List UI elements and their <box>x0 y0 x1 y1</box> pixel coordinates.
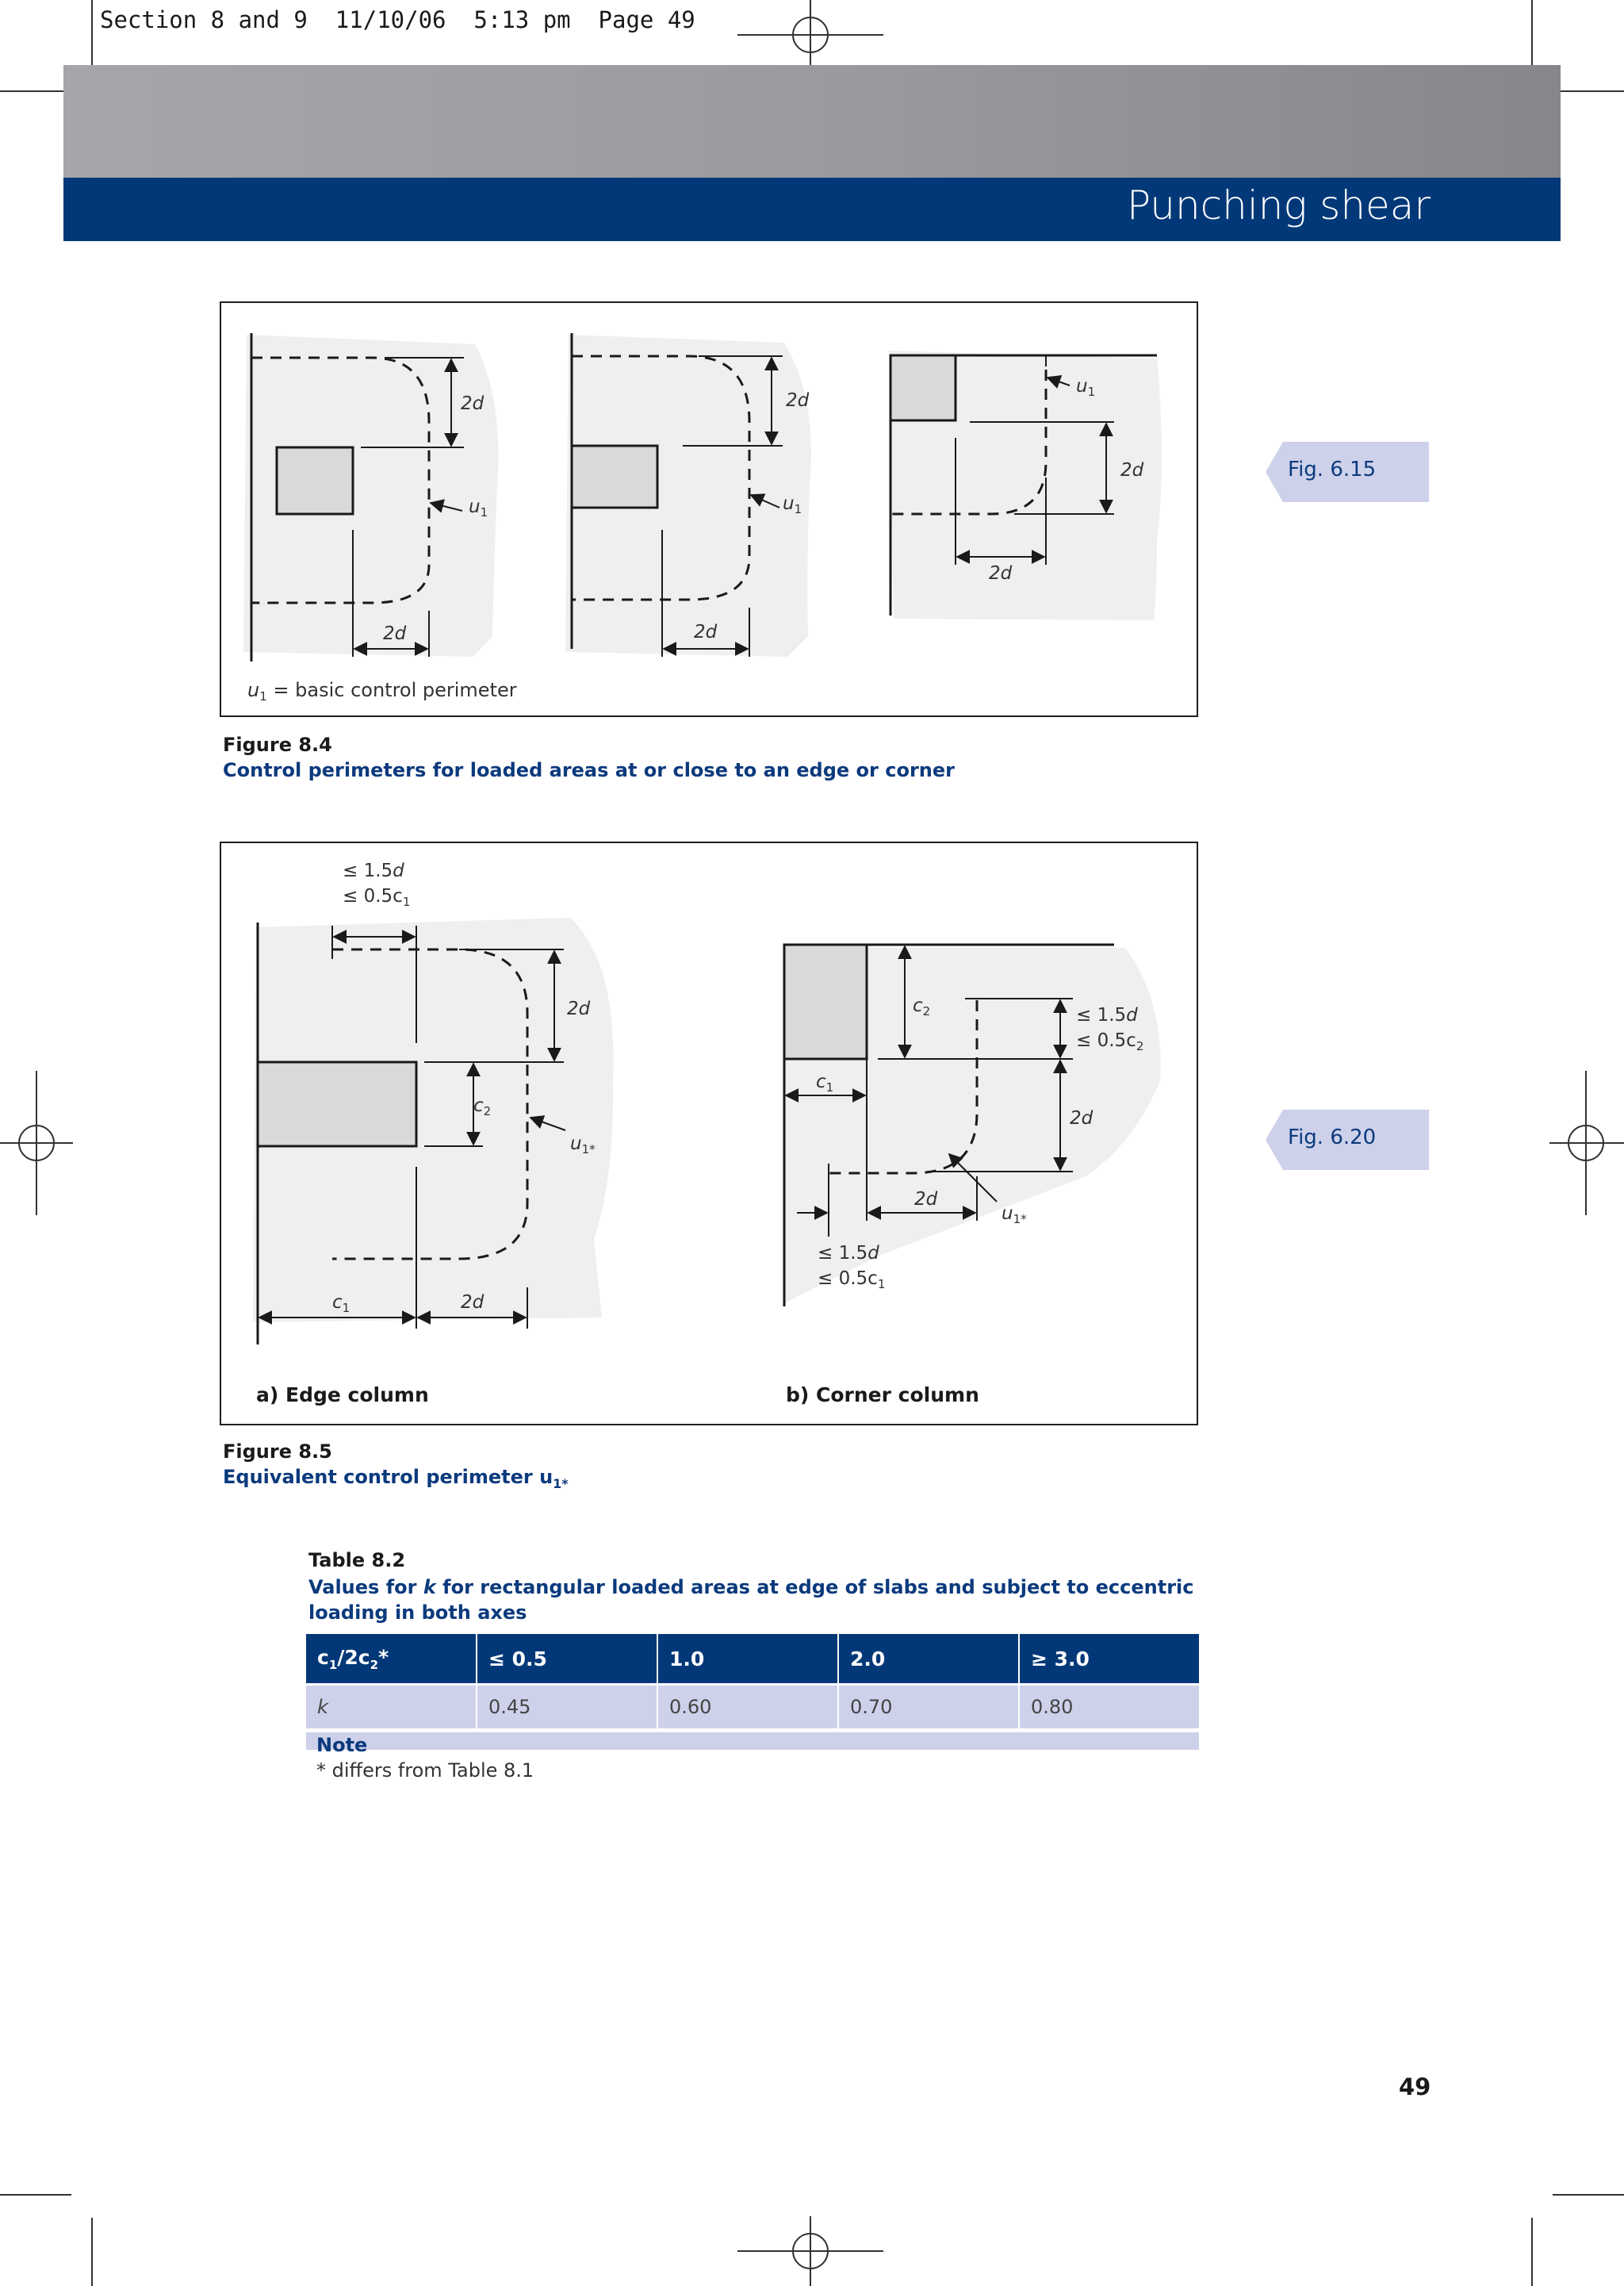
fig85b-label-le15d-bottom: ≤ 1.5d <box>818 1243 879 1264</box>
table-note-text: * differs from Table 8.1 <box>316 1759 534 1782</box>
fig85a-label-c1: $c_1$ <box>332 1292 350 1315</box>
fig85-panel-corner-column <box>784 945 1161 1306</box>
fig-6-20-ref: Fig. 6.20 <box>1288 1126 1377 1149</box>
table-cell: 0.70 <box>838 1685 1019 1729</box>
fig85a-label-u1star: $u_{1*}$ <box>570 1133 596 1156</box>
fig85b-label-c1: $c_1$ <box>816 1072 834 1095</box>
table-row-label: k <box>306 1685 477 1729</box>
table-8-2 <box>306 1634 1199 1728</box>
fig85b-label-c2: $c_2$ <box>913 995 931 1018</box>
fig84-label-2d: 2d <box>989 563 1013 584</box>
fig85b-label-u1star: $u_{1*}$ <box>1002 1203 1027 1226</box>
table-note-label: Note <box>316 1734 368 1756</box>
fig84-label-2d: 2d <box>694 622 718 642</box>
table-header-cell: ≥ 3.0 <box>1019 1634 1199 1685</box>
table-header-row <box>306 1634 1199 1685</box>
fig84-label-u1: $u_1$ <box>783 493 802 516</box>
fig85a-label-2d: 2d <box>567 999 591 1019</box>
table-cell: 0.60 <box>657 1685 838 1729</box>
header-gray-band <box>63 65 1561 178</box>
table-row <box>306 1685 1199 1729</box>
fig-6-15-ref: Fig. 6.15 <box>1288 458 1377 481</box>
registration-mark-bottom <box>737 2216 883 2286</box>
table-8-2-number: Table 8.2 <box>308 1549 406 1571</box>
fig84-label-2d: 2d <box>461 393 485 414</box>
fig85b-label-le05c2: ≤ $0.5c_2$ <box>1076 1030 1144 1053</box>
fig85a-label-le15d: ≤ 1.5d <box>343 861 404 881</box>
fig85a-label-2d: 2d <box>461 1292 485 1313</box>
fig85a-label-c2: $c_2$ <box>473 1095 492 1118</box>
figure-8-5-number: Figure 8.5 <box>223 1440 332 1463</box>
fig85b-label-le15d: ≤ 1.5d <box>1076 1005 1138 1026</box>
k-values-table <box>306 1634 1199 1728</box>
fig84-label-2d: 2d <box>786 390 810 411</box>
printer-slug: Section 8 and 9 11/10/06 5:13 pm Page 49 <box>100 6 695 33</box>
figure-8-5-title: Equivalent control perimeter $u_{1*}$ <box>223 1466 569 1491</box>
registration-mark-right <box>1549 1071 1624 1215</box>
fig84-legend: $u_1$ = basic control perimeter <box>247 679 517 704</box>
table-header-cell: 1.0 <box>657 1634 838 1685</box>
figure-8-4-title: Control perimeters for loaded areas at or close to an edge or corner <box>223 759 955 781</box>
fig85b-label-2d: 2d <box>914 1189 938 1210</box>
table-header-cell: 2.0 <box>838 1634 1019 1685</box>
fig85-panel-edge-column <box>253 861 614 1344</box>
fig85a-label-le05c1: ≤ $0.5c_1$ <box>343 886 411 909</box>
table-8-2-title: Values for k for rectangular loaded areas at edge of slabs and subject to eccentric loading in both axes <box>308 1576 1194 1624</box>
fig84-label-2d: 2d <box>383 623 407 644</box>
registration-mark-left <box>0 1071 73 1215</box>
figure-8-4-diagram <box>221 303 1197 715</box>
fig85b-label-2d: 2d <box>1070 1108 1094 1129</box>
fig85-panel-b-caption: b) Corner column <box>786 1383 979 1406</box>
fig84-label-u1: $u_1$ <box>1076 376 1096 399</box>
fig84-label-u1: $u_1$ <box>469 497 488 520</box>
figure-8-4-number: Figure 8.4 <box>223 734 332 756</box>
table-header-cell: $c_1/2c_2*$ <box>306 1634 477 1685</box>
page-number: 49 <box>1399 2073 1431 2100</box>
fig84-panel-middle <box>565 333 811 657</box>
registration-mark-top <box>737 0 883 70</box>
fig85-panel-a-caption: a) Edge column <box>256 1383 429 1406</box>
table-cell: 0.80 <box>1019 1685 1199 1729</box>
fig84-label-2d: 2d <box>1120 460 1144 481</box>
table-header-cell: ≤ 0.5 <box>477 1634 657 1685</box>
table-note-bar <box>306 1732 1199 1750</box>
section-title: Punching shear <box>1126 182 1431 228</box>
figure-8-5-diagram <box>221 843 1197 1424</box>
fig84-panel-left <box>243 333 498 662</box>
table-cell: 0.45 <box>477 1685 657 1729</box>
fig85b-label-le05c1: ≤ $0.5c_1$ <box>818 1268 886 1291</box>
fig84-panel-right <box>889 351 1162 620</box>
